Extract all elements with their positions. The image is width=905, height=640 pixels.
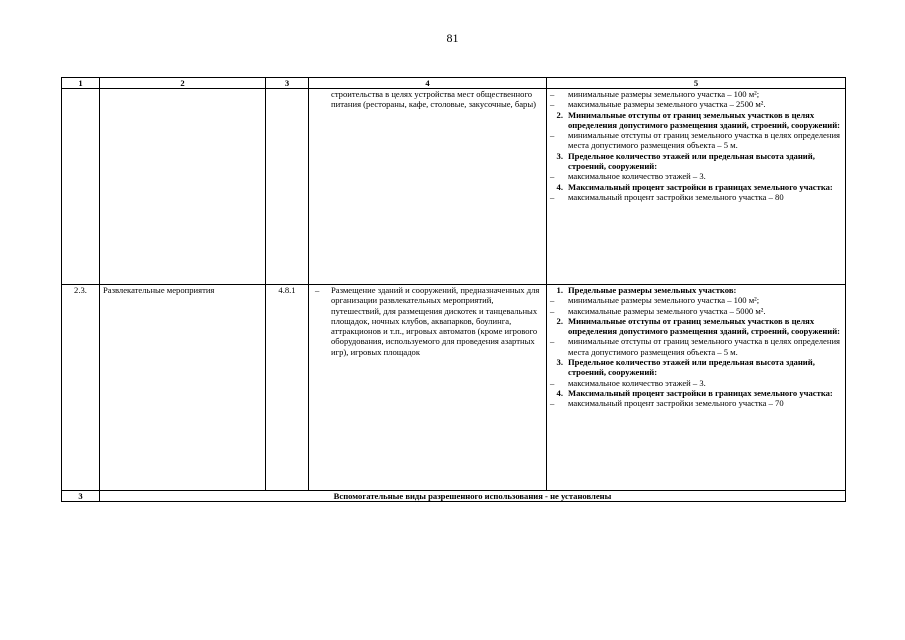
cell-parameters: [547, 285, 846, 491]
parameter-line: [550, 285, 842, 295]
cell-name: Развлекательные мероприятия: [100, 285, 266, 491]
cell-num: 2.3.: [62, 285, 100, 491]
description-text: строительства в целях устройства мест общественного питания (рестораны, кафе, столовые, закусочные, бары): [331, 89, 536, 110]
parameter-line: [550, 151, 842, 172]
list-marker: 3.: [556, 357, 563, 368]
list-marker: –: [550, 171, 555, 182]
list-marker: –: [550, 398, 555, 409]
parameter-line: [550, 130, 842, 151]
list-marker: –: [550, 295, 555, 306]
parameter-text: максимальный процент застройки земельного участка – 80: [568, 191, 784, 202]
parameter-line: [550, 110, 842, 131]
parameter-text: Предельное количество этажей или предельная высота зданий, строений, сооружений:: [568, 357, 815, 378]
table-row-continued: [62, 89, 846, 285]
list-marker: –: [550, 191, 555, 202]
parameter-text: минимальные размеры земельного участка – 100 м²;: [568, 89, 760, 99]
parameter-text: максимальное количество этажей – 3.: [568, 377, 706, 388]
parameter-line: [550, 336, 842, 357]
parameter-text: Максимальный процент застройки в границах земельного участка:: [568, 181, 833, 192]
parameter-line: [550, 306, 842, 316]
cell-description: [309, 89, 547, 285]
cell-parameters: [547, 89, 846, 285]
parameter-text: максимальный процент застройки земельного участка – 70: [568, 398, 784, 409]
cell-auxiliary-uses: Вспомогательные виды разрешенного использования - не установлены: [100, 491, 846, 502]
list-marker: –: [550, 99, 555, 110]
parameter-text: Предельные размеры земельных участков:: [568, 285, 737, 295]
cell-num: [62, 89, 100, 285]
header-row: [62, 78, 846, 89]
cell-description: [309, 285, 547, 491]
parameter-text: Предельное количество этажей или предельная высота зданий, строений, сооружений:: [568, 150, 815, 172]
parameter-text: максимальные размеры земельного участка – 2500 м².: [568, 99, 766, 110]
parameter-line: [550, 171, 842, 181]
parameter-text: Минимальные отступы от границ земельных участков в целях определения допустимого размещения зданий, строений, сооружений:: [568, 315, 841, 337]
header-cell: 1: [62, 78, 100, 89]
list-marker: 4.: [556, 181, 563, 192]
table-row-2-3: [62, 285, 846, 491]
parameter-text: минимальные отступы от границ земельного участка в целях определения места допустимого размещения объекта – 5 м.: [568, 130, 841, 151]
header-cell: 5: [547, 78, 846, 89]
parameter-line: [550, 192, 842, 202]
list-marker: 4.: [556, 387, 563, 398]
parameter-line: [550, 316, 842, 337]
page-number: 81: [446, 31, 459, 45]
cell-code: [266, 89, 309, 285]
cell-num: 3: [62, 491, 100, 502]
parameter-line: [550, 99, 842, 109]
parameter-line: [550, 388, 842, 398]
parameter-line: [550, 357, 842, 378]
parameter-text: Максимальный процент застройки в границах земельного участка:: [568, 387, 833, 398]
cell-code: 4.8.1: [266, 285, 309, 491]
header-cell: 2: [100, 78, 266, 89]
list-marker: 2.: [556, 315, 563, 326]
parameter-line: [550, 89, 842, 99]
parameter-text: Минимальные отступы от границ земельных участков в целях определения допустимого размещения зданий, строений, сооружений:: [568, 109, 841, 130]
list-marker: –: [550, 305, 555, 316]
list-marker: –: [550, 377, 555, 388]
list-marker: –: [550, 336, 555, 347]
list-marker: –: [550, 89, 555, 99]
parameter-line: [550, 295, 842, 305]
parameter-text: минимальные размеры земельного участка – 100 м²;: [568, 295, 760, 306]
table-row-3: [62, 491, 846, 502]
list-marker: 3.: [556, 150, 563, 161]
header-cell: 3: [266, 78, 309, 89]
zoning-table: [61, 77, 846, 502]
description-text: Размещение зданий и сооружений, предназначенных для организации развлекательных мероприятий, путешествий, для размещения дискотек и танцевальных площадок, ночных клубов, аквапарков, боулинга, аттракционов и т.п., игровых автоматов (кроме игрового оборудования, используемого для проведения азартных игр), игровых площадок: [331, 285, 540, 357]
header-cell: 4: [309, 78, 547, 89]
cell-name: [100, 89, 266, 285]
parameter-line: [550, 182, 842, 192]
parameter-line: [550, 378, 842, 388]
parameter-text: максимальные размеры земельного участка – 5000 м².: [568, 305, 766, 316]
parameter-text: минимальные отступы от границ земельного участка в целях определения места допустимого размещения объекта – 5 м.: [568, 336, 841, 357]
list-marker: –: [550, 130, 555, 141]
list-marker: 1.: [556, 285, 563, 295]
dash-marker: –: [315, 285, 320, 295]
parameter-line: [550, 398, 842, 408]
parameter-text: максимальное количество этажей – 3.: [568, 171, 706, 182]
list-marker: 2.: [556, 109, 563, 120]
